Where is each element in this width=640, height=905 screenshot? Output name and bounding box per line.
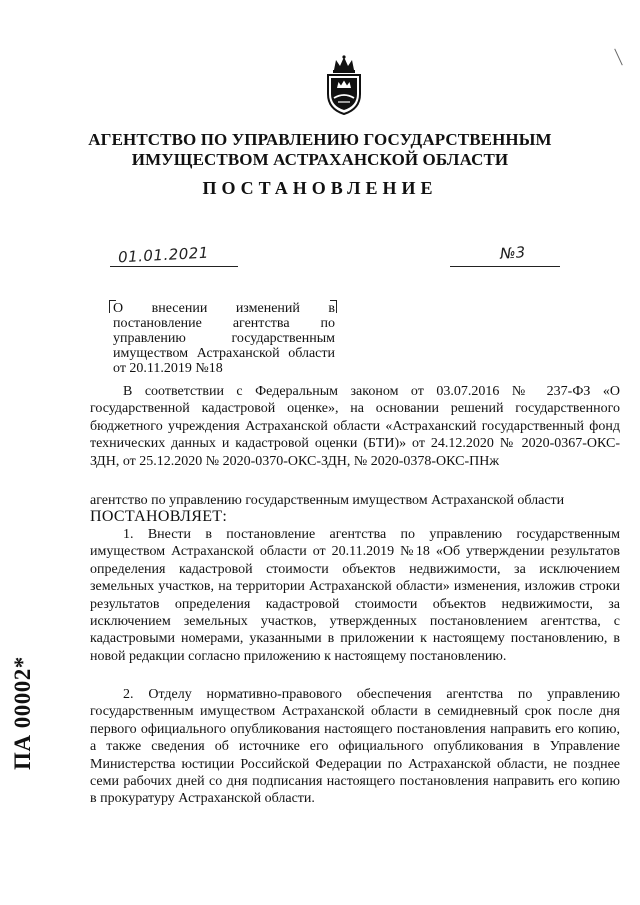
clause-1-paragraph: 1. Внести в постановление агентства по управлению государственным имуществом Астраханской области от 20.11.2019 №18 «Об утверждении результатов определения кадастровой стоимости объектов недвижимости, за исключением земельных участков, на территории Астраханской области» изменения, изложив строки результатов определения кадастровой стоимости объектов недвижимости, за исключением земельных участков, утвержденных постановлением агентства, с кадастровыми номерами, указанными в приложении к настоящему постановлению, в новой редакции согласно приложению к настоящему постановлению. <box>90 527 620 664</box>
issuing-agency-line: агентство по управлению государственным имуществом Астраханской области <box>90 493 565 508</box>
preamble-paragraph: В соответствии с Федеральным законом от 03.07.2016 № 237-ФЗ «О государственной кадастровой оценке», на основании решений государственного бюджетного учреждения Астраханской области «Астраханский государственный фонд технических данных и кадастровой оценки (БТИ)» от 24.12.2020 № 2020-0367-ОКС-ЗДН, от 25.12.2020 № 2020-0370-ОКС-ЗДН, № 2020-0378-ОКС-ПНж <box>90 384 620 469</box>
agency-title-line1: АГЕНТСТВО ПО УПРАВЛЕНИЮ ГОСУДАРСТВЕННЫМ <box>88 130 552 149</box>
document-type-heading: ПОСТАНОВЛЕНИЕ <box>202 178 438 198</box>
document-subject: О внесении изменений в постановление агентства по управлению государственным имуществом Астраханской области от 20.11.2019 №18 <box>113 301 335 376</box>
number-handwritten: №3 <box>499 243 526 263</box>
coat-of-arms-emblem <box>322 54 366 116</box>
date-handwritten: 01.01.2021 <box>117 243 210 267</box>
clause-2-paragraph: 2. Отделу нормативно-правового обеспечения агентства по управлению государственным имуществом Астраханской области в семидневный срок после дня первого официального опубликования настоящего постановления направить его копию, а также сведения об источнике его официального опубликования в Управление Министерства юстиции Российской Федерации по Астраханской области, не позднее семи рабочих дней со дня подписания настоящего постановления направить его копию в прокуратуру Астраханской области. <box>90 687 620 807</box>
scan-artifact-mark <box>614 49 623 66</box>
date-underline <box>110 266 238 267</box>
number-underline <box>450 266 560 267</box>
decree-keyword: ПОСТАНОВЛЯЕТ: <box>90 508 228 525</box>
agency-title-line2: ИМУЩЕСТВОМ АСТРАХАНСКОЙ ОБЛАСТИ <box>131 150 509 169</box>
registration-stamp: ПА 00002* <box>10 656 35 770</box>
